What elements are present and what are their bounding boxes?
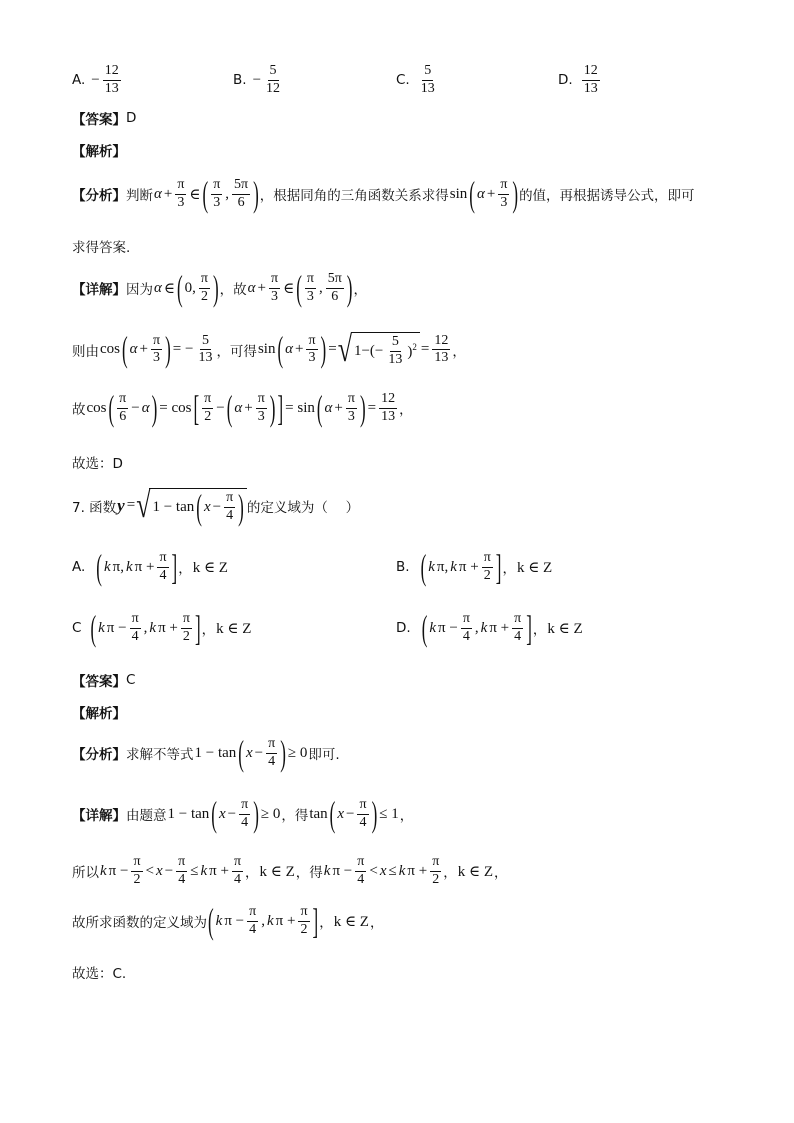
fraction: $\frac{12}{13}$: [104, 63, 119, 96]
q7-fenxi: 【分析】 求解不等式 1 − tan ( x − $\frac{\pi}{4}$ ) ≥ 0 即可.: [72, 733, 340, 774]
q6-option-c: C. $\frac{5}{13}$: [396, 63, 435, 96]
q7-xiangjie-line-2: 所以 k π − $\frac{\pi}{2}$ < x − $\frac{\pi}{4}$ ≤ k π + $\frac{\pi}{4}$ ， k ∈ Z ，得 k π − $\frac{\pi}{4}$ < x ≤ k π + $\frac{\pi}{2}$ ， k ∈ Z ，: [72, 854, 508, 887]
q7-option-c: C ( k π − $\frac{\pi}{4}$ , k π + $\frac{\pi}{2}$ ] ， k ∈ Z: [72, 608, 252, 649]
q6-choose: 故选：D: [72, 456, 123, 472]
q6-xiangjie-line-2: 则由 cos ( α + $\frac{\pi}{3}$ ) = − $\frac{5}{13}$ ，可得 sin ( α + $\frac{\pi}{3}$ ) = √ 1−(− $\frac{5}{13}$ )$^2$ = $\frac{12}{13}$ ，: [72, 328, 466, 370]
q6-option-b: B. − $\frac{5}{12}$: [233, 63, 281, 96]
q7-option-b: B. ( k π, k π + $\frac{\pi}{2}$ ] ， k ∈ Z: [396, 547, 553, 588]
q7-answer: 【答案】 C: [72, 672, 136, 690]
fraction: $\frac{5}{13}$: [420, 63, 435, 96]
q6-answer: 【答案】 D: [72, 110, 137, 128]
q6-fenxi-line-1: 【分析】 判断 α + $\frac{\pi}{3}$ ∈ ( $\frac{\pi}{3}$ , $\frac{5\pi}{6}$ ) ，根据同角的三角函数关系求得 sin ( α + $\frac{\pi}{3}$ ) 的值，再根据诱导公式，即可: [72, 174, 695, 215]
q6-option-d: D. $\frac{12}{13}$: [558, 63, 598, 96]
q7-jiexi-heading: 【解析】: [72, 706, 126, 722]
q7-choose: 故选：C.: [72, 966, 127, 982]
fraction: $\frac{12}{13}$: [583, 63, 598, 96]
q6-xiangjie-line-1: 【详解】 因为 α ∈ ( 0, $\frac{\pi}{2}$ ) ，故 α + $\frac{\pi}{3}$ ∈ ( $\frac{\pi}{3}$ , $\frac{5\pi}{6}$ ) ，: [72, 268, 367, 309]
q7-stem: 7. 函数 y = √ 1 − tan ( x − $\frac{\pi}{4}$ ) 的定义域为（ ）: [72, 484, 360, 528]
q6-jiexi-heading: 【解析】: [72, 144, 126, 160]
q6-fenxi-line-2: 求得答案.: [72, 240, 131, 256]
q6-option-a: A. − $\frac{12}{13}$: [72, 63, 119, 96]
q6-xiangjie-line-3: 故 cos ( $\frac{\pi}{6}$ − α ) = cos [ $\frac{\pi}{2}$ − ( α + $\frac{\pi}{3}$ ) ] = sin ( α + $\frac{\pi}{3}$ ) = $\frac{12}{13}$ ，: [72, 388, 413, 429]
q7-xiangjie-line-3: 故所求函数的定义域为 ( k π − $\frac{\pi}{4}$ , k π + $\frac{\pi}{2}$ ] ， k ∈ Z ，: [72, 901, 384, 942]
q7-option-d: D. ( k π − $\frac{\pi}{4}$ , k π + $\frac{\pi}{4}$ ] ， k ∈ Z: [396, 608, 583, 649]
fraction: $\frac{5}{12}$: [266, 63, 281, 96]
q7-xiangjie-line-1: 【详解】 由题意 1 − tan ( x − $\frac{\pi}{4}$ ) ≥ 0 ，得 tan ( x − $\frac{\pi}{4}$ ) ≤ 1 ，: [72, 794, 414, 835]
q7-option-a: A. ( k π, k π + $\frac{\pi}{4}$ ] ， k ∈ Z: [72, 547, 228, 588]
